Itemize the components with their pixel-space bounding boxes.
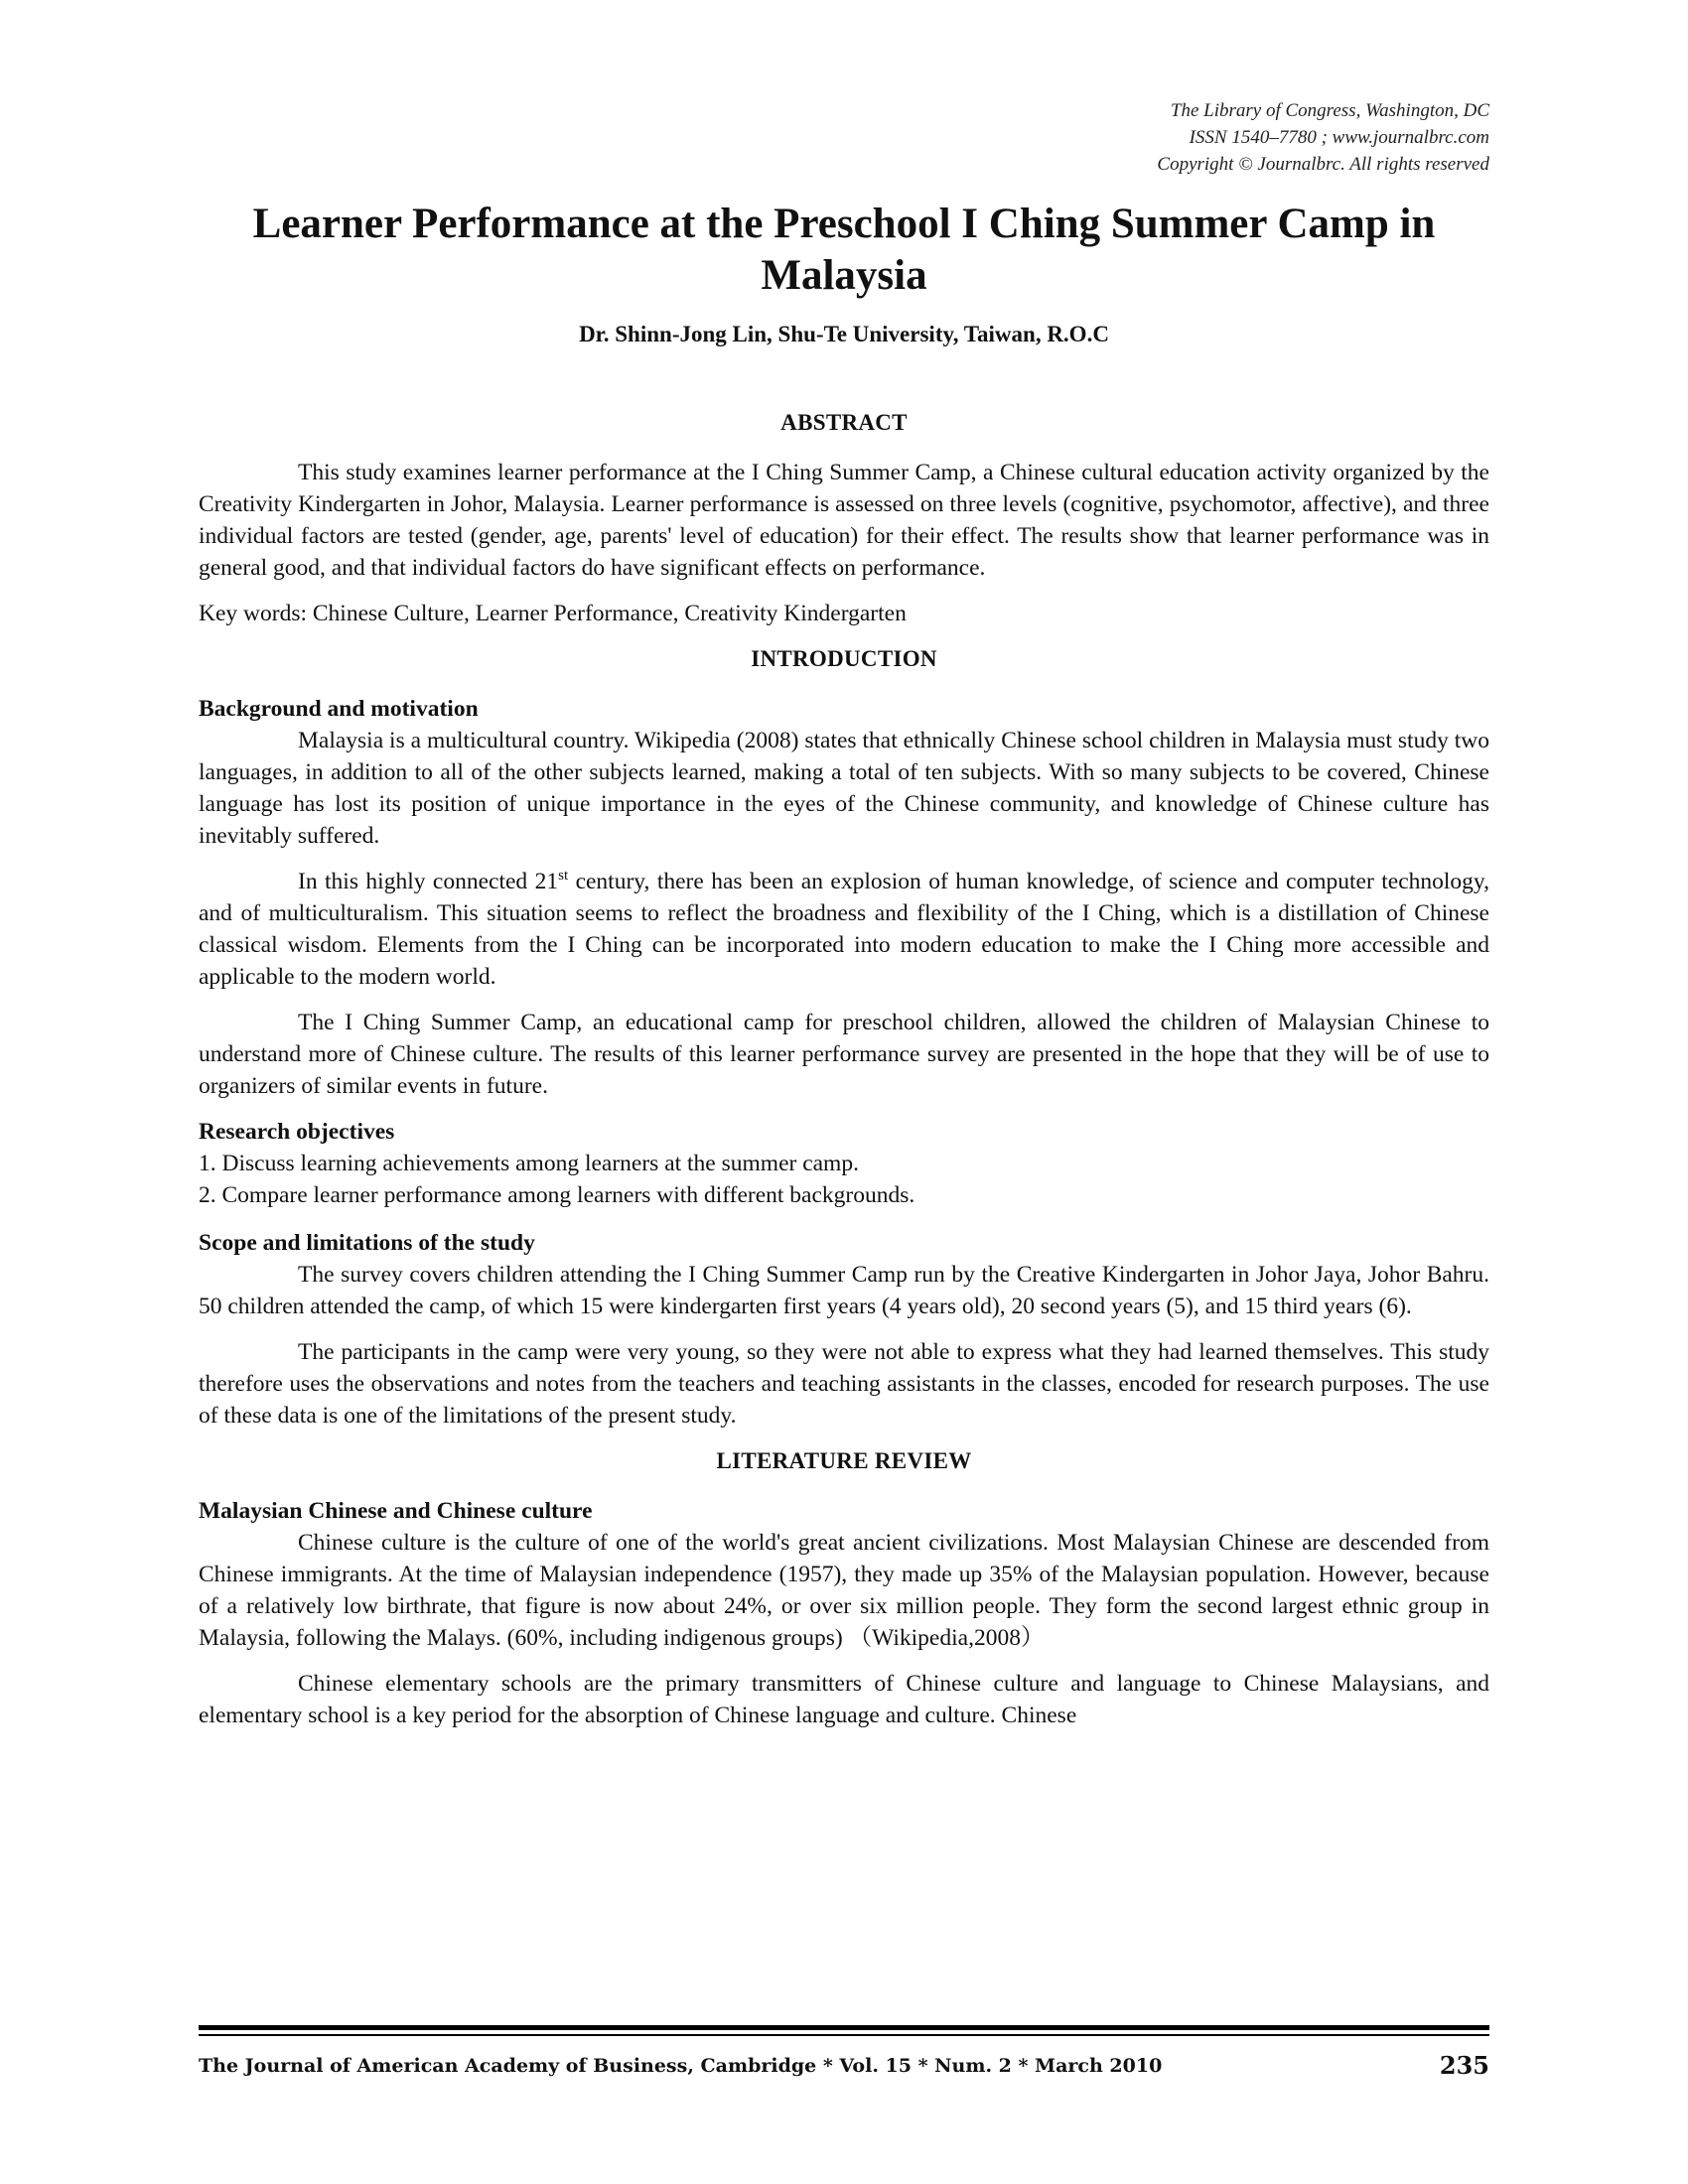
objectives-list [199, 1148, 1489, 1211]
publication-info-line-2: ISSN 1540–7780 ; www.journalbrc.com [1189, 127, 1489, 148]
paper-body [199, 407, 1489, 1731]
objective-item: 2. Compare learner performance among learners with different backgrounds. [199, 1182, 915, 1208]
intro-paragraph-1: Malaysia is a multicultural country. Wikipedia (2008) states that ethnically Chinese school children in Malaysia must study two languages, in addition to all of the other subjects learned, making a total of ten subjects. With so many subjects to be covered, Chinese language has lost its position of unique importance in the eyes of the Chinese community, and knowledge of Chinese culture has inevitably suffered. [199, 728, 1489, 849]
ordinal-suffix: st [558, 868, 569, 885]
paper-title: Learner Performance at the Preschool I Ching Summer Camp in Malaysia [252, 201, 1436, 299]
page-number: 235 [1439, 2051, 1489, 2080]
publication-info-line-3: Copyright © Journalbrc. All rights reserved [1157, 154, 1489, 175]
publication-info [1157, 97, 1489, 178]
intro-paragraph-2-rest: century, there has been an explosion of human knowledge, of science and computer technology, and of multiculturalism. This situation seems to reflect the broadness and flexibility of the I Ching, which is a distillation of Chinese classical wisdom. Elements from the I Ching can be incorporated into modern education to make the I Ching more accessible and applicable to the modern world. [199, 869, 1490, 990]
scope-paragraph-1: The survey covers children attending the I Ching Summer Camp run by the Creative Kindergarten in Johor Jaya, Johor Bahru. 50 children attended the camp, of which 15 were kindergarten first years (4 years old), 20 second years (5), and 15 third years (6). [199, 1262, 1489, 1319]
background-heading: Background and motivation [199, 696, 479, 722]
intro-paragraph-2-start: In this highly connected 21 [298, 869, 559, 894]
author-line: Dr. Shinn-Jong Lin, Shu-Te University, Taiwan, R.O.C [579, 322, 1109, 346]
introduction-heading: INTRODUCTION [751, 646, 937, 671]
objectives-heading: Research objectives [199, 1119, 395, 1145]
literature-paragraph-2: Chinese elementary schools are the primary transmitters of Chinese culture and language to Chinese Malaysians, and elementary school is a key period for the absorption of Chinese language and culture. Chinese [199, 1671, 1489, 1728]
abstract-text: This study examines learner performance at the I Ching Summer Camp, a Chinese cultural education activity organized by the Creativity Kindergarten in Johor, Malaysia. Learner performance is assessed on three levels (cognitive, psychomotor, affective), and three individual factors are tested (gender, age, parents' level of education) for their effect. The results show that learner performance was in general good, and that individual factors do have significant effects on performance. [199, 460, 1489, 581]
abstract-heading: ABSTRACT [780, 410, 908, 435]
literature-paragraph-1: Chinese culture is the culture of one of the world's great ancient civilizations. Most Malaysian Chinese are descended from Chinese immigrants. At the time of Malaysian independence (1957), they made up 35% of the Malaysian population. However, because of a relatively low birthrate, that figure is now about 24%, or over six million people. They form the second largest ethnic group in Malaysia, following the Malays. (60%, including indigenous groups) （Wikipedia,2008） [199, 1530, 1489, 1651]
intro-paragraph-3: The I Ching Summer Camp, an educational camp for preschool children, allowed the children of Malaysian Chinese to understand more of Chinese culture. The results of this learner performance survey are presented in the hope that they will be of use to organizers of similar events in future. [199, 1010, 1489, 1099]
journal-citation: The Journal of American Academy of Business, Cambridge * Vol. 15 * Num. 2 * March 2010 [199, 2055, 1163, 2077]
keywords: Key words: Chinese Culture, Learner Performance, Creativity Kindergarten [199, 601, 907, 626]
publication-info-line-1: The Library of Congress, Washington, DC [1170, 100, 1489, 121]
objective-item: 1. Discuss learning achievements among learners at the summer camp. [199, 1151, 859, 1176]
scope-heading: Scope and limitations of the study [199, 1230, 535, 1256]
scope-paragraph-2: The participants in the camp were very young, so they were not able to express what they had learned themselves. This study therefore uses the observations and notes from the teachers and teaching assistants in the classes, encoded for research purposes. The use of these data is one of the limitations of the present study. [199, 1339, 1489, 1429]
intro-paragraph-2 [199, 866, 1489, 993]
malaysian-chinese-heading: Malaysian Chinese and Chinese culture [199, 1498, 593, 1524]
literature-review-heading: LITERATURE REVIEW [716, 1448, 972, 1473]
footer-rule-thick [199, 2025, 1489, 2030]
footer-rule-thin [199, 2034, 1489, 2036]
